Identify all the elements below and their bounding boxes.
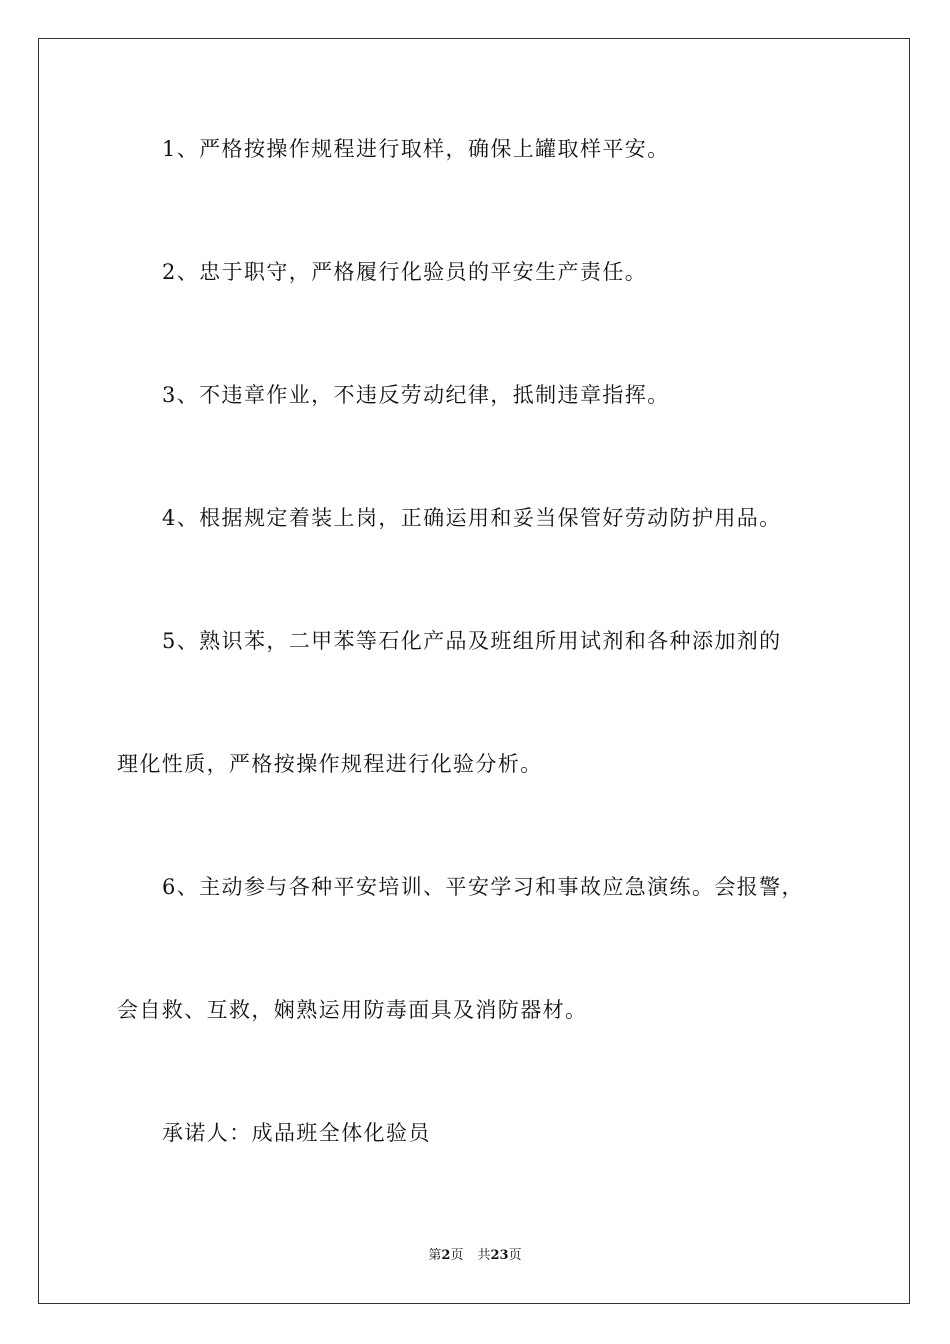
- page-border: [38, 38, 910, 1304]
- signature-line: 承诺人：成品班全体化验员: [162, 1121, 431, 1145]
- paragraph-item-2: 2、忠于职守，严格履行化验员的平安生产责任。: [162, 260, 648, 284]
- footer-page-number: 2: [441, 1248, 451, 1263]
- paragraph-item-4: 4、根据规定着装上岗，正确运用和妥当保管好劳动防护用品。: [162, 506, 782, 530]
- page-footer: [0, 1247, 950, 1265]
- footer-total-pages: 23: [490, 1248, 509, 1263]
- footer-total-prefix: 共: [477, 1248, 491, 1263]
- footer-page-prefix: 第: [428, 1248, 442, 1263]
- footer-total-suffix: 页: [508, 1248, 522, 1263]
- paragraph-item-6-line-2: 会自救、互救，娴熟运用防毒面具及消防器材。: [117, 998, 588, 1022]
- paragraph-item-1: 1、严格按操作规程进行取样，确保上罐取样平安。: [162, 137, 670, 161]
- paragraph-item-5-line-1: 5、熟识苯，二甲苯等石化产品及班组所用试剂和各种添加剂的: [162, 629, 782, 653]
- paragraph-item-5-line-2: 理化性质，严格按操作规程进行化验分析。: [117, 752, 543, 776]
- paragraph-item-6-line-1: 6、主动参与各种平安培训、平安学习和事故应急演练。会报警，: [162, 875, 804, 899]
- paragraph-item-3: 3、不违章作业，不违反劳动纪律，抵制违章指挥。: [162, 383, 670, 407]
- footer-page-suffix: 页: [450, 1248, 464, 1263]
